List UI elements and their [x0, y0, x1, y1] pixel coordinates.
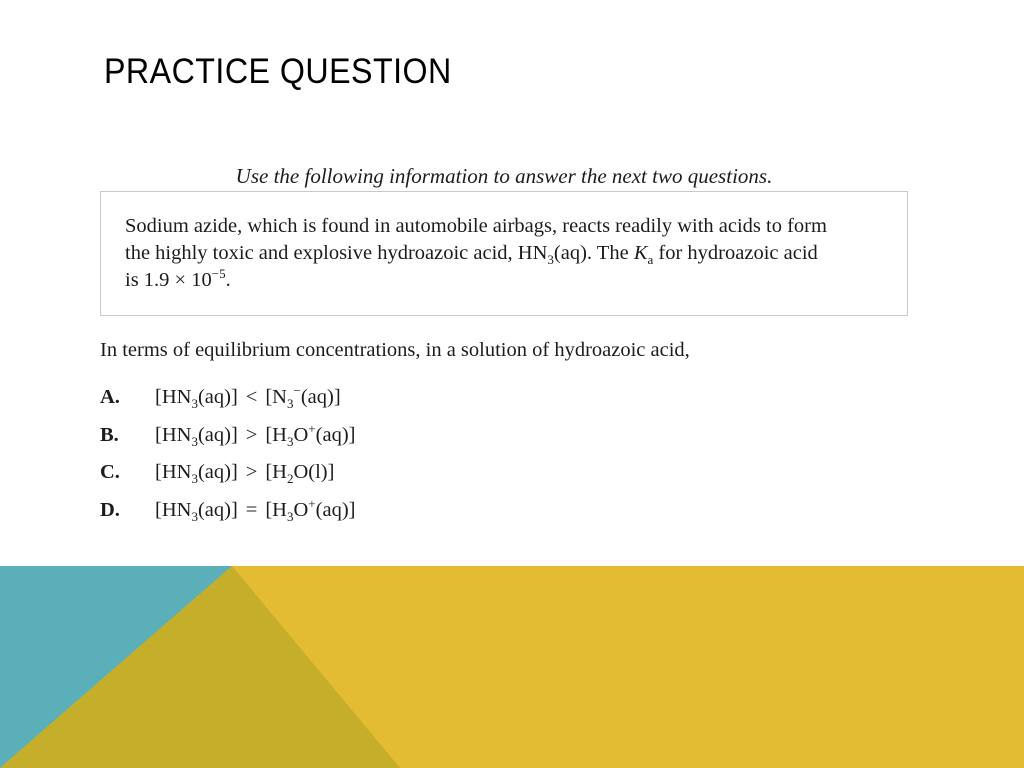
expr-text: [HN	[155, 423, 192, 446]
expr-text: (aq)]	[197, 386, 238, 408]
expr-text: (aq)]	[197, 461, 238, 483]
expr-text: [HN	[155, 498, 192, 521]
info-text: Sodium azide, which is found in automobile airbags, reacts readily with acids to form	[125, 215, 827, 237]
info-text: (aq). The	[553, 242, 634, 264]
option-letter: A.	[100, 386, 120, 408]
operator: >	[245, 461, 258, 483]
info-text: the highly toxic and explosive hydroazoic acid, HN	[125, 242, 548, 264]
operator: >	[245, 423, 258, 446]
subscript: 3	[286, 396, 294, 412]
option-expression	[155, 383, 341, 412]
subscript: 3	[191, 471, 198, 487]
decorative-footer-band	[0, 566, 1024, 768]
subscript: 3	[191, 508, 198, 524]
instructions-text: Use the following information to answer the next two questions.	[235, 164, 773, 188]
info-box	[100, 191, 908, 316]
subscript: 3	[191, 433, 198, 449]
operator: <	[245, 386, 258, 408]
slide-title: PRACTICE QUESTION	[104, 52, 452, 91]
expr-text: (aq)]	[197, 423, 238, 446]
operator: =	[245, 498, 258, 521]
info-line-1	[125, 213, 885, 240]
subscript: a	[647, 252, 654, 268]
expr-text: O	[293, 498, 309, 521]
expr-text: (aq)]	[197, 498, 238, 521]
option-letter: C.	[100, 461, 120, 483]
superscript: −	[293, 383, 301, 399]
ka-symbol: K	[633, 242, 648, 264]
expr-text: (aq)]	[300, 386, 341, 408]
option-letter: B.	[100, 423, 119, 446]
option-letter: D.	[100, 498, 120, 521]
subscript: 2	[286, 471, 294, 487]
option-expression	[155, 461, 335, 487]
expr-text: [H	[265, 498, 287, 521]
subscript: 3	[547, 252, 554, 268]
expr-text: O	[293, 423, 309, 446]
expr-text: [H	[265, 461, 287, 483]
expr-text: (aq)]	[315, 423, 356, 446]
info-line-3	[125, 267, 885, 294]
expr-text: O(l)]	[293, 461, 335, 483]
superscript: −5	[211, 266, 226, 282]
superscript: +	[308, 420, 316, 436]
expr-text: [N	[265, 386, 287, 408]
expr-text: [HN	[155, 386, 192, 408]
option-expression	[155, 495, 356, 524]
expr-text: (aq)]	[315, 498, 356, 521]
subscript: 3	[191, 396, 198, 412]
info-text: is 1.9 × 10	[125, 269, 212, 291]
option-expression	[155, 420, 356, 449]
superscript: +	[308, 495, 316, 511]
expr-text: [H	[265, 423, 287, 446]
info-text: .	[225, 269, 231, 291]
info-line-2	[125, 240, 885, 267]
subscript: 3	[286, 508, 294, 524]
expr-text: [HN	[155, 461, 192, 483]
subscript: 3	[286, 433, 294, 449]
info-text: for hydroazoic acid	[653, 242, 818, 264]
question-stem: In terms of equilibrium concentrations, in a solution of hydroazoic acid,	[100, 339, 690, 361]
